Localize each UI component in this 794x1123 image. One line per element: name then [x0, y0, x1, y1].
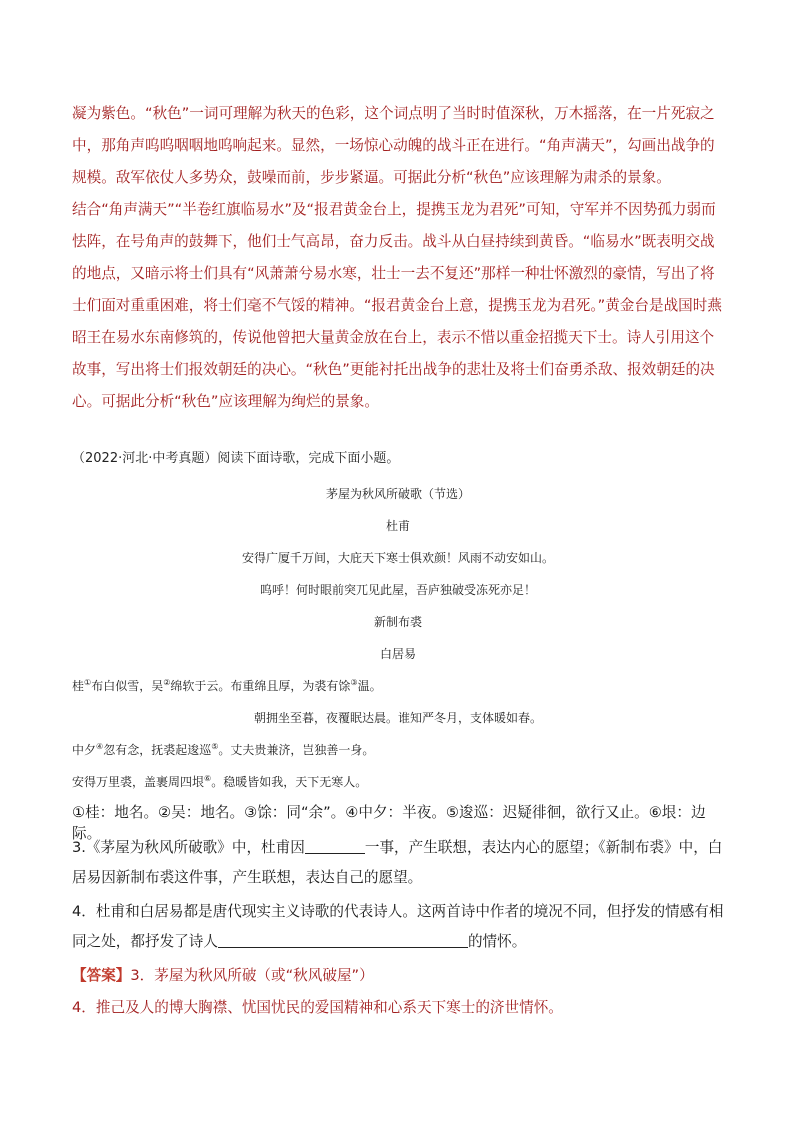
- question-3: 3.《茅屋为秋风所破歌》中，杜甫因 一事，产生联想，表达内心的愿望；《新制布裘》中，白居易因新制布裘这件事，产生联想，表达自己的愿望。: [72, 839, 723, 886]
- poem1-line-1: 安得广厦千万间，大庇天下寒士俱欢颜！风雨不动安如山。: [241, 551, 554, 565]
- poem1-author: 杜甫: [385, 519, 410, 533]
- analysis-paragraph-1: 凝为紫色。“秋色”一词可理解为秋天的色彩，这个词点明了当时时值深秋，万木摇落，在一片死寂之中，那角声呜呜咽咽地呜响起来。显然，一场惊心动魄的战斗正在进行。“角声满天”，勾画出战争的规模。敌军依仗人多势众，鼓噪而前，步步紧逼。可据此分析“秋色”应该理解为肃杀的景象。: [72, 105, 715, 186]
- analysis-section: [72, 98, 724, 418]
- question-4: 4．杜甫和白居易都是唐代现实主义诗歌的代表诗人。这两首诗中作者的境况不同，但抒发的情感有相同之处，都抒发了诗人 的情怀。: [72, 903, 724, 950]
- poem2-title: 新制布裘: [373, 615, 422, 629]
- question-intro: （2022·河北·中考真题）阅读下面诗歌，完成下面小题。: [72, 451, 400, 466]
- poem1-title: 茅屋为秋风所破歌（节选）: [325, 487, 470, 501]
- answer-line-3: 【答案】3．茅屋为秋风所破（或“秋风破屋”）: [72, 967, 374, 984]
- footnotes: ①桂：地名。②吴：地名。③馀：同“余”。④中夕：半夜。⑤逡巡：迟疑徘徊，欲行又止。⑥垠：边际。: [72, 804, 706, 842]
- poem2-line-2: 朝拥坐至暮，夜覆眠达晨。谁知严冬月，支体暖如春。: [253, 711, 542, 725]
- answer-tag: 【答案】: [72, 967, 131, 984]
- analysis-paragraph-2: 结合“角声满天”“半卷红旗临易水”及“报君黄金台上，提携玉龙为君死”可知，守军并不因势孤力弱而怯阵，在号角声的鼓舞下，他们士气高昂，奋力反击。战斗从白昼持续到黄昏。“临易水”既表明交战的地点，又暗示将士们具有“风萧萧兮易水寒，壮士一去不复还”那样一种壮怀激烈的豪情，写出了将士们面对重重困难，将士们毫不气馁的精神。“报君黄金台上意，提携玉龙为君死。”黄金台是战国时燕昭王在易水东南修筑的，传说他曾把大量黄金放在台上，表示不惜以重金招揽天下士。诗人引用这个故事，写出将士们报效朝廷的决心。“秋色”更能衬托出战争的悲壮及将士们奋勇杀敌、报效朝廷的决心。可据此分析“秋色”应该理解为绚烂的景象。: [72, 201, 722, 410]
- question-3-blank[interactable]: [305, 839, 365, 854]
- poem2-line-3: 中夕④忽有念，抚裘起逡巡⑤。丈夫贵兼济，岂独善一身。: [72, 742, 375, 757]
- answer-line-4: 4．推己及人的博大胸襟、忧国忧民的爱国精神和心系天下寒士的济世情怀。: [72, 999, 563, 1016]
- poem2-line-1: 桂①布白似雪，吴②绵软于云。布重绵且厚，为裘有馀③温。: [72, 678, 382, 693]
- question-4-blank[interactable]: [218, 933, 468, 948]
- poem2-author: 白居易: [379, 647, 416, 661]
- poem1-line-2: 呜呼！何时眼前突兀见此屋，吾庐独破受冻死亦足！: [259, 583, 536, 597]
- poem2-line-4: 安得万里裘，盖裹周四垠⑥。稳暖皆如我，天下无寒人。: [72, 774, 368, 789]
